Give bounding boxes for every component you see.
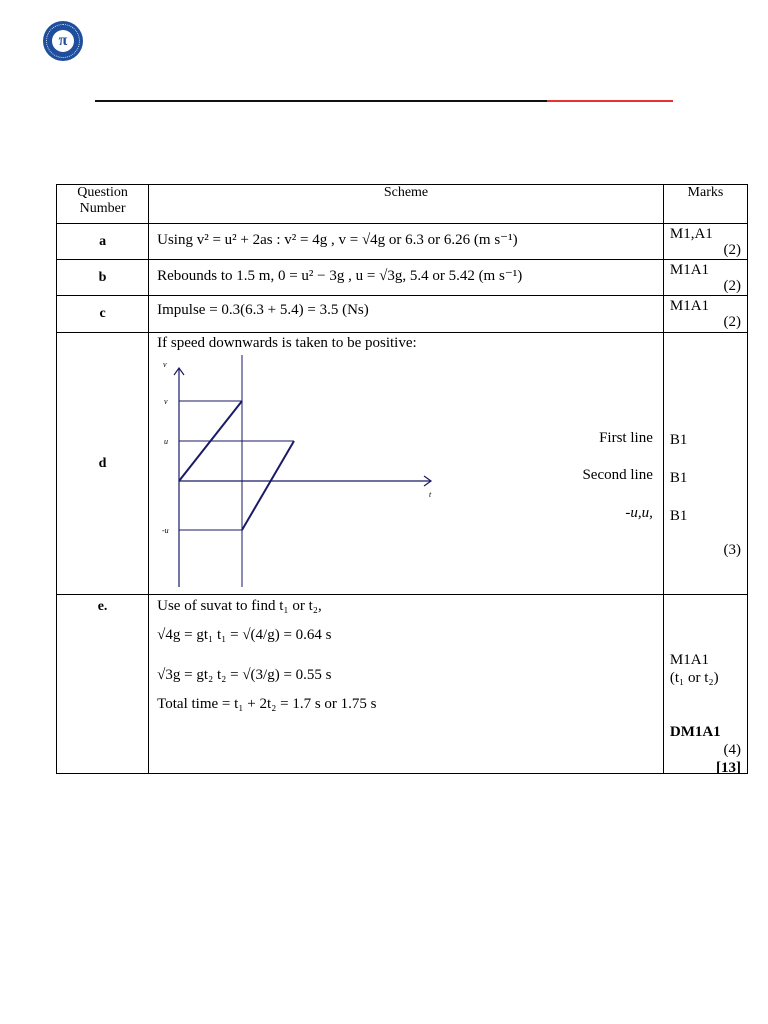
header-rule-black — [95, 100, 547, 102]
baseline-spacer — [179, 441, 294, 481]
scheme-cell: Using v² = u² + 2as : v² = 4g , v = √4g or 6.3 or 6.26 (m s⁻¹) — [149, 224, 664, 260]
question-label: d — [57, 333, 149, 595]
table-row — [57, 595, 748, 774]
table-row — [57, 333, 748, 595]
header-scheme: Scheme — [149, 185, 664, 224]
marks-grand-total: [13] — [716, 760, 741, 776]
question-label: b — [57, 260, 149, 296]
scheme-cell: Rebounds to 1.5 m, 0 = u² − 3g , u = √3g, 5.4 or 5.42 (m s⁻¹) — [149, 260, 664, 296]
table-row — [57, 260, 748, 296]
marks-cell — [663, 260, 747, 296]
t-axis-label: t — [429, 490, 432, 499]
question-label: a — [57, 224, 149, 260]
mark-scheme-table — [56, 184, 748, 774]
v-tick-label: v — [164, 397, 168, 406]
marks-cell — [663, 595, 747, 774]
marks-total: (2) — [723, 314, 741, 330]
scheme-line: Total time = t₁ + 2t₂ = 1.7 s or 1.75 s — [157, 696, 377, 712]
header-row — [57, 185, 748, 224]
scheme-cell — [149, 595, 664, 774]
marks-note: (t₁ or t₂) — [669, 670, 719, 686]
u-tick-label: u — [164, 437, 169, 446]
marks-cell — [663, 296, 747, 333]
marks-awarded: DM1A1 — [669, 724, 721, 740]
neg-u-tick-label: -u — [162, 526, 169, 535]
marks-awarded: B1 — [669, 432, 688, 448]
marks-total: (3) — [723, 542, 741, 558]
criterion-u-values: -u,u, — [625, 505, 653, 521]
marks-awarded: M1A1 — [669, 262, 710, 278]
marks-awarded: M1A1 — [669, 298, 710, 314]
criterion-second-line: Second line — [582, 467, 653, 483]
table-row — [57, 296, 748, 333]
question-label: c — [57, 296, 149, 333]
marks-total: (4) — [723, 742, 741, 758]
header-rule-red — [547, 100, 673, 102]
header-marks: Marks — [663, 185, 747, 224]
scheme-cell — [149, 333, 664, 595]
marks-total: (2) — [723, 278, 741, 294]
header-question-number: Question Number — [57, 185, 149, 224]
marks-awarded: M1A1 — [669, 652, 710, 668]
v-axis-label: v — [163, 360, 167, 369]
marks-cell — [663, 333, 747, 595]
marks-awarded: B1 — [669, 470, 688, 486]
criterion-first-line: First line — [599, 430, 653, 446]
scheme-line: √4g = gt₁ t₁ = √(4/g) = 0.64 s — [157, 627, 332, 643]
logo — [43, 21, 83, 61]
marks-total: (2) — [723, 242, 741, 258]
question-label: e. — [57, 595, 149, 774]
table-row — [57, 224, 748, 260]
second-line — [242, 441, 294, 530]
pi-icon: π — [52, 30, 74, 52]
marks-awarded: B1 — [669, 508, 688, 524]
velocity-time-graph — [163, 355, 453, 593]
marks-awarded: M1,A1 — [669, 226, 713, 242]
scheme-line: Use of suvat to find t₁ or t₂, — [157, 598, 322, 614]
scheme-line: √3g = gt₂ t₂ = √(3/g) = 0.55 s — [157, 667, 332, 683]
graph-intro: If speed downwards is taken to be positive: — [157, 335, 417, 351]
marks-cell — [663, 224, 747, 260]
scheme-cell: Impulse = 0.3(6.3 + 5.4) = 3.5 (Ns) — [149, 296, 664, 333]
